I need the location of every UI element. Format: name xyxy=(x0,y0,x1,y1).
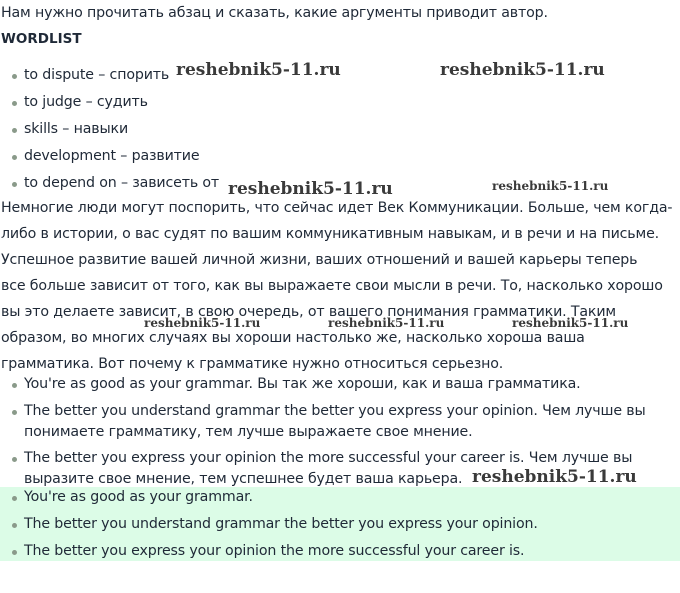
argument-line: You're as good as your grammar. Вы так же хороши, как и ваша грамматика. xyxy=(24,376,581,392)
bullet-icon xyxy=(12,155,17,160)
bullet-icon xyxy=(12,410,17,415)
paragraph-line: Немногие люди могут поспорить, что сейчас идет Век Коммуникации. Больше, чем когда- xyxy=(1,200,673,216)
instruction-text: Нам нужно прочитать абзац и сказать, какие аргументы приводит автор. xyxy=(1,5,548,21)
bullet-icon xyxy=(12,550,17,555)
bullet-icon xyxy=(12,523,17,528)
argument-line: выразите свое мнение, тем успешнее будет ваша карьера. xyxy=(24,471,463,487)
paragraph-line: Успешное развитие вашей личной жизни, ваших отношений и вашей карьеры теперь xyxy=(1,252,638,268)
paragraph-line: грамматика. Вот почему к грамматике нужно относиться серьезно. xyxy=(1,356,504,372)
watermark: reshebnik5-11.ru xyxy=(228,179,393,199)
watermark: reshebnik5-11.ru xyxy=(440,60,605,80)
wordlist-heading: WORDLIST xyxy=(1,31,82,47)
bullet-icon xyxy=(12,383,17,388)
paragraph-line: либо в истории, о вас судят по вашим коммуникативным навыкам, и в речи и на письме. xyxy=(1,226,660,242)
wordlist-item: skills – навыки xyxy=(24,121,129,137)
watermark: reshebnik5-11.ru xyxy=(512,316,629,330)
wordlist-item: to depend on – зависеть от xyxy=(24,175,220,191)
answer-item: The better you express your opinion the more successful your career is. xyxy=(24,543,525,559)
bullet-icon xyxy=(12,496,17,501)
watermark: reshebnik5-11.ru xyxy=(144,316,261,330)
paragraph-line: вы это делаете зависит, в свою очередь, от вашего понимания грамматики. Таким xyxy=(1,304,616,320)
paragraph-line: образом, во многих случаях вы хороши настолько же, насколько хороша ваша xyxy=(1,330,585,346)
bullet-icon xyxy=(12,128,17,133)
bullet-icon xyxy=(12,182,17,187)
watermark: reshebnik5-11.ru xyxy=(492,179,609,193)
answer-item: The better you understand grammar the better you express your opinion. xyxy=(24,516,538,532)
watermark: reshebnik5-11.ru xyxy=(176,60,341,80)
wordlist-item: development – развитие xyxy=(24,148,200,164)
paragraph xyxy=(1,195,680,377)
bullet-icon xyxy=(12,74,17,79)
argument-line: The better you understand grammar the better you express your opinion. Чем лучше вы xyxy=(24,403,646,419)
watermark: reshebnik5-11.ru xyxy=(472,467,637,487)
wordlist-item: to judge – судить xyxy=(24,94,148,110)
argument-line: The better you express your opinion the more successful your career is. Чем лучше вы xyxy=(24,450,633,466)
watermark: reshebnik5-11.ru xyxy=(328,316,445,330)
paragraph-line: все больше зависит от того, как вы выражаете свои мысли в речи. То, насколько хорошо xyxy=(1,278,663,294)
bullet-icon xyxy=(12,101,17,106)
bullet-icon xyxy=(12,457,17,462)
answer-item: You're as good as your grammar. xyxy=(24,489,253,505)
wordlist-item: to dispute – спорить xyxy=(24,67,170,83)
argument-line: понимаете грамматику, тем лучше выражаете свое мнение. xyxy=(24,424,473,440)
